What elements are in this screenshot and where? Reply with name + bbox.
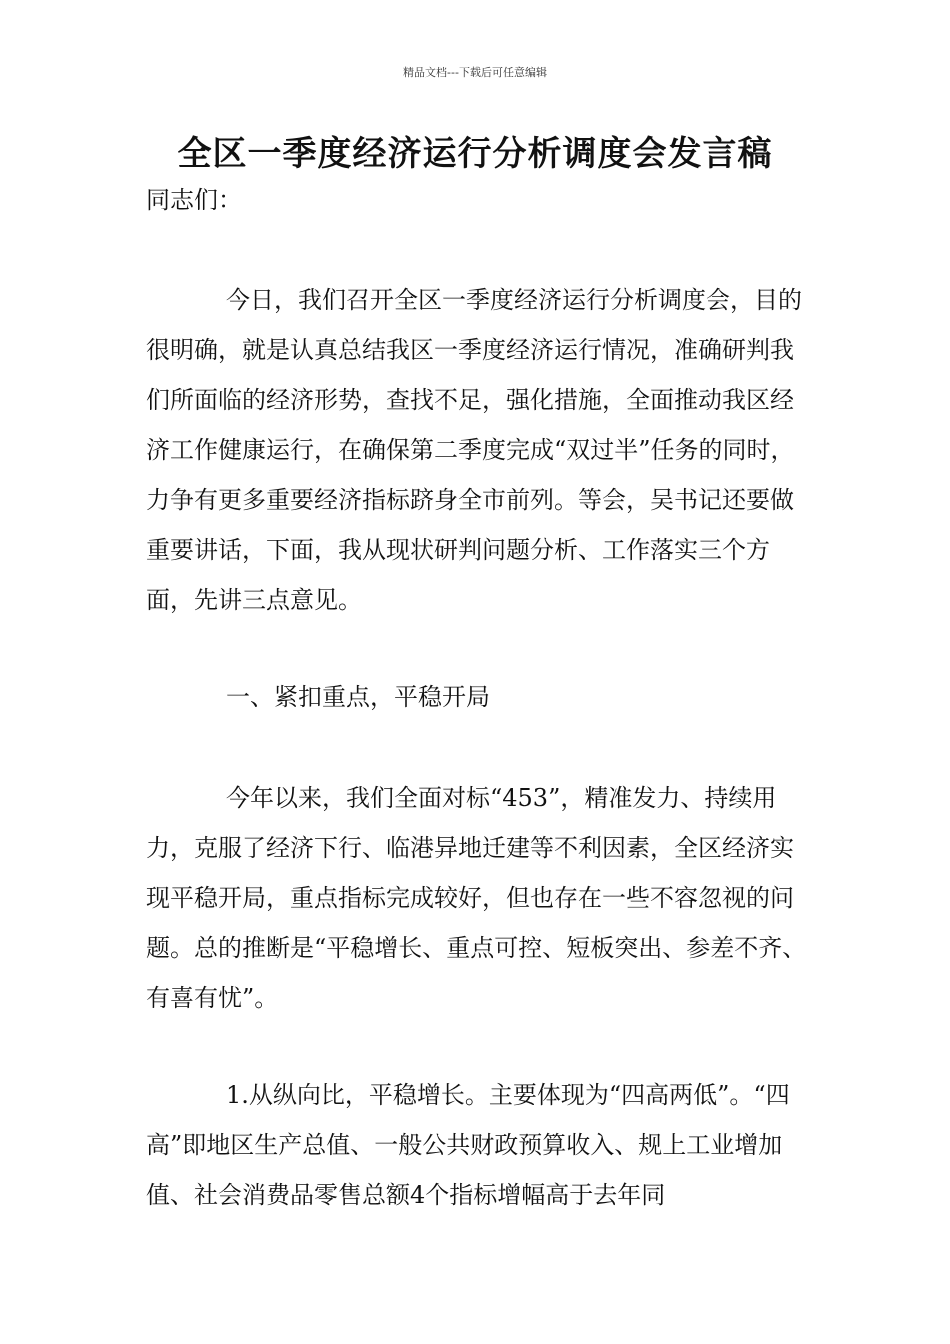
salutation: 同志们：: [146, 186, 242, 214]
header-note: 精品文档---下载后可任意编辑: [403, 66, 547, 79]
page-title: 全区一季度经济运行分析调度会发言稿: [177, 134, 773, 174]
section-heading: 一、紧扣重点，平稳开局: [226, 683, 490, 711]
paragraph-overview: 今年以来，我们全面对标“453”，精准发力、持续用力，克服了经济下行、临港异地迁建等不利因素，全区经济实现平稳开局，重点指标完成较好，但也存在一些不容忽视的问题。总的推断是“平稳增长、重点可控、短板突出、参差不齐、有喜有忧”。: [146, 784, 807, 1012]
paragraph-intro: 今日，我们召开全区一季度经济运行分析调度会，目的很明确，就是认真总结我区一季度经济运行情况，准确研判我们所面临的经济形势，查找不足，强化措施，全面推动我区经济工作健康运行，在确保第二季度完成“双过半”任务的同时，力争有更多重要经济指标跻身全市前列。等会，吴书记还要做重要讲话，下面，我从现状研判问题分析、工作落实三个方面，先讲三点意见。: [146, 286, 802, 614]
paragraph-point-1: 1.从纵向比，平稳增长。主要体现为“四高两低”。“四高”即地区生产总值、一般公共财政预算收入、规上工业增加值、社会消费品零售总额4个指标增幅高于去年同: [146, 1081, 790, 1209]
